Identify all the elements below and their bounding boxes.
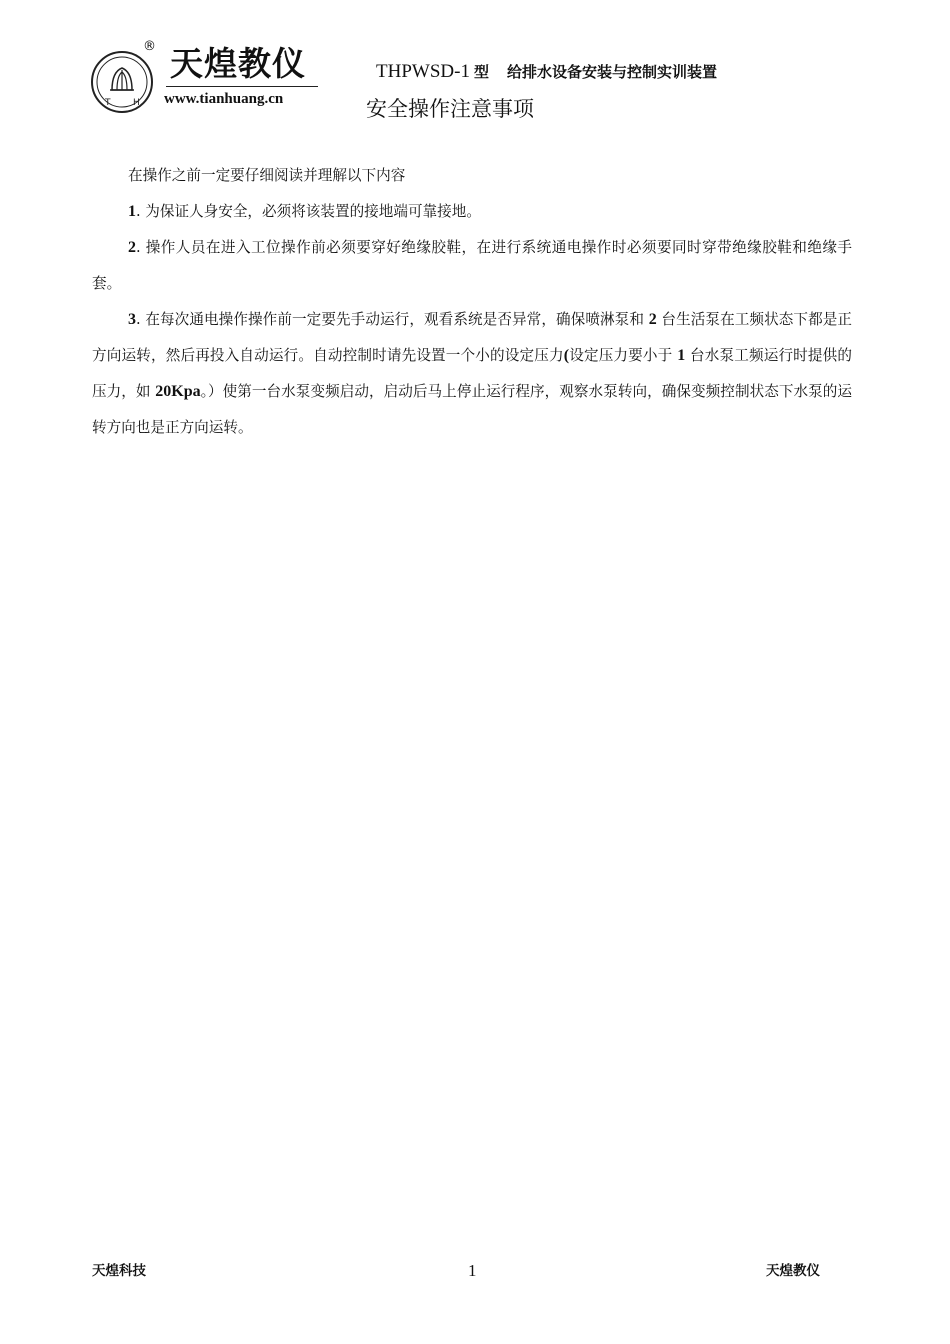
- footer-brand: 天煌教仪: [766, 1263, 820, 1279]
- svg-text:H: H: [133, 98, 140, 108]
- intro-paragraph: 在操作之前一定要仔细阅读并理解以下内容: [128, 167, 406, 184]
- pump-count-one: 1: [677, 347, 686, 364]
- model-type: 型: [473, 63, 489, 81]
- brand-name: 天煌教仪: [170, 44, 306, 83]
- registered-mark: ®: [143, 39, 156, 54]
- item-text: . 操作人员在进入工位操作前必须要穿好绝缘胶鞋，在进行系统通电操作时必须要同时穿带绝缘胶鞋和绝缘手套。: [92, 239, 852, 292]
- device-name: 给排水设备安装与控制实训装置: [506, 63, 717, 81]
- item-text: 台水泵工频运行时提供的压力，如: [92, 347, 853, 400]
- item-text: . 在每次通电操作操作前一定要先手动运行，观看系统是否异常，确保喷淋泵和: [136, 311, 649, 328]
- item-number: 2: [128, 239, 136, 256]
- safety-item-1: [92, 194, 852, 230]
- item-text: 设定压力要小于: [569, 347, 678, 364]
- footer-company: 天煌科技: [92, 1263, 146, 1279]
- item-text: 台生活泵在工频状态下都是正方向运转，然后再投入自动运行。自动控制时请先设置一个小的设定压力: [92, 311, 852, 364]
- logo-divider: [166, 86, 318, 87]
- document-title: 安全操作注意事项: [366, 97, 534, 121]
- open-paren: (: [563, 347, 570, 364]
- pump-count: 2: [648, 311, 657, 328]
- item-number: 1: [128, 203, 136, 220]
- model-code: THPWSD-1: [376, 61, 470, 82]
- item-number: 3: [128, 311, 136, 328]
- item-text: . 为保证人身安全，必须将该装置的接地端可靠接地。: [136, 203, 481, 220]
- pressure-value: 20Kpa: [155, 383, 201, 400]
- brand-url: www.tianhuang.cn: [164, 91, 284, 107]
- document-body: [92, 158, 852, 446]
- model-line: [376, 60, 717, 83]
- safety-item-3: [92, 302, 852, 446]
- safety-item-2: [92, 230, 852, 302]
- svg-text:T: T: [105, 98, 111, 108]
- item-text: 。）使第一台水泵变频启动，启动后马上停止运行程序，观察水泵转向，确保变频控制状态下水泵的运转方向也是正方向运转。: [92, 383, 852, 436]
- page-header: [0, 0, 950, 140]
- page-number: 1: [468, 1261, 477, 1280]
